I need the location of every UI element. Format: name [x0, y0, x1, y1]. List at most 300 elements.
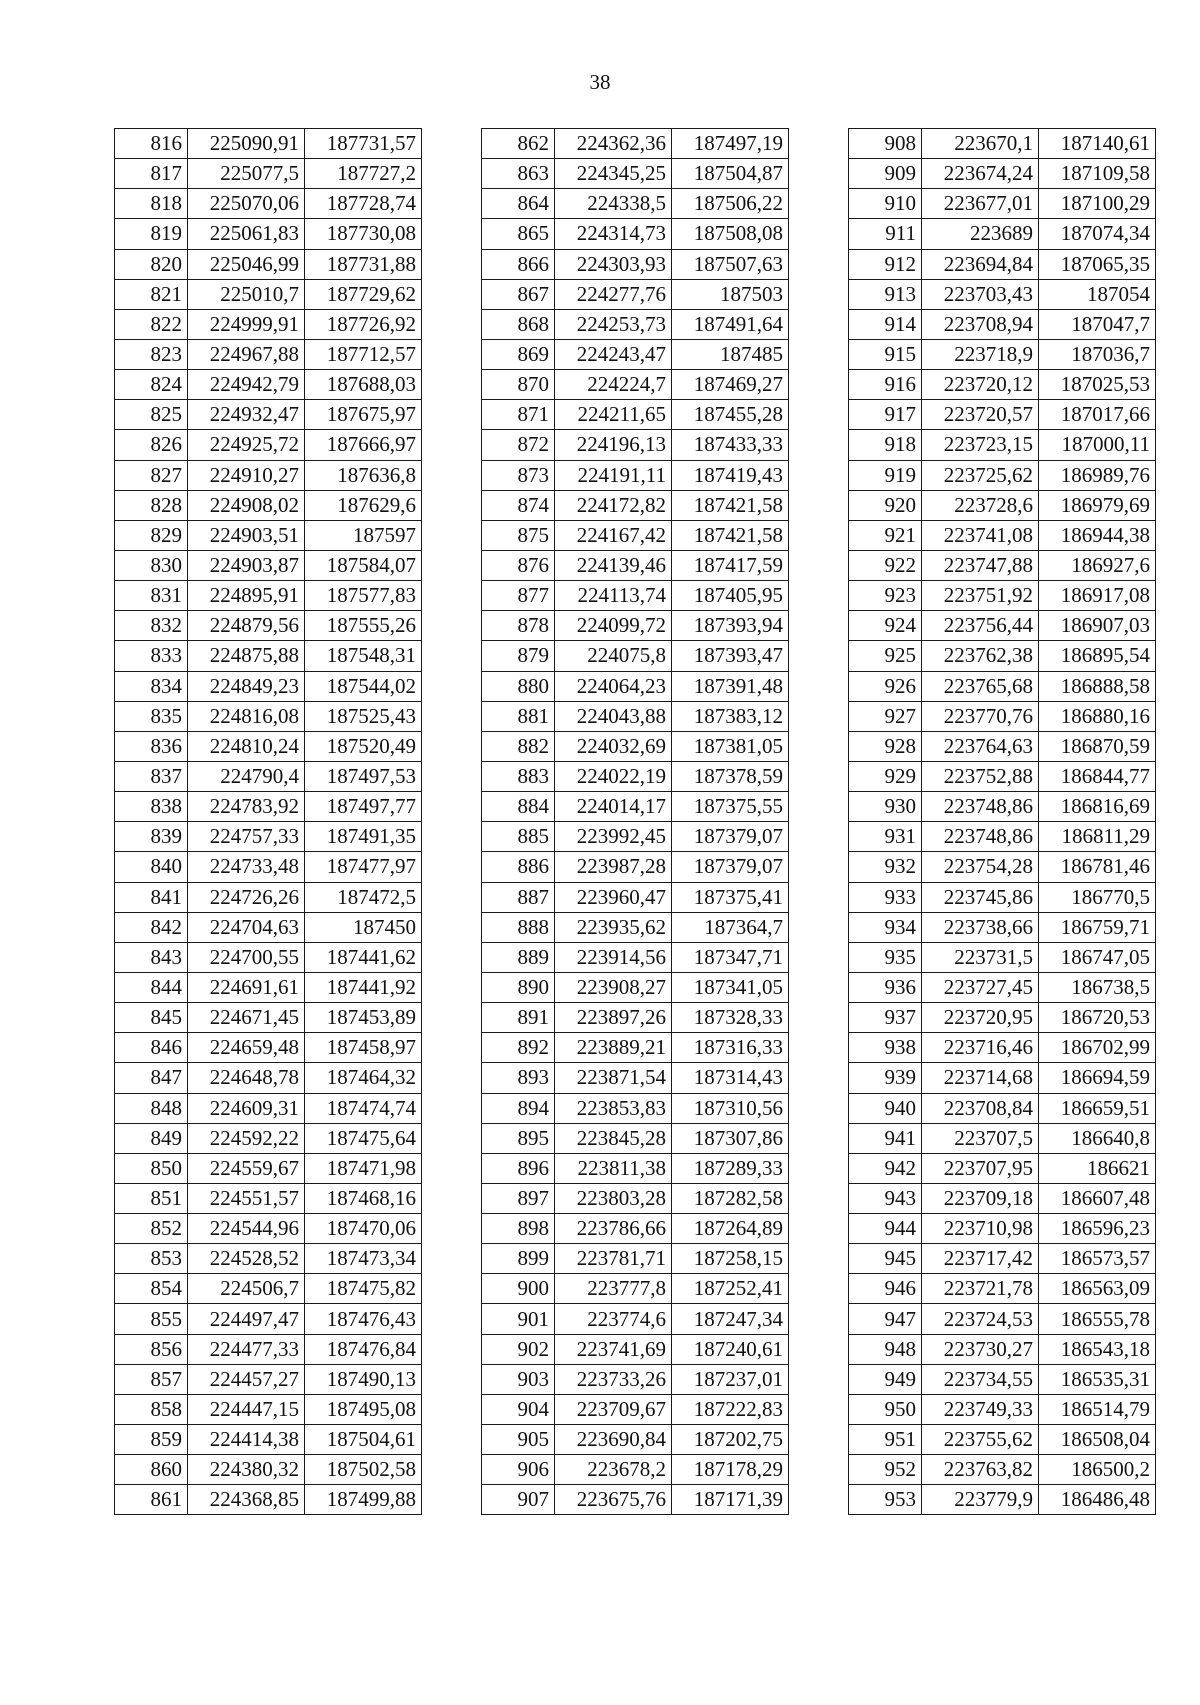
- x-coordinate-cell: 223670,1: [922, 129, 1039, 159]
- table-row: [115, 882, 422, 912]
- point-number-cell: 869: [482, 339, 555, 369]
- y-coordinate-cell: 186747,05: [1039, 942, 1156, 972]
- table-row: [849, 1033, 1156, 1063]
- point-number-cell: 930: [849, 792, 922, 822]
- y-coordinate-cell: 186781,46: [1039, 852, 1156, 882]
- x-coordinate-cell: 224559,67: [188, 1153, 305, 1183]
- y-coordinate-cell: 187497,19: [672, 129, 789, 159]
- y-coordinate-cell: 187247,34: [672, 1304, 789, 1334]
- y-coordinate-cell: 187520,49: [305, 731, 422, 761]
- point-number-cell: 866: [482, 249, 555, 279]
- y-coordinate-cell: 187727,2: [305, 159, 422, 189]
- point-number-cell: 835: [115, 701, 188, 731]
- point-number-cell: 941: [849, 1123, 922, 1153]
- y-coordinate-cell: 187341,05: [672, 972, 789, 1002]
- table-row: [849, 852, 1156, 882]
- y-coordinate-cell: 187419,43: [672, 460, 789, 490]
- y-coordinate-cell: 187470,06: [305, 1214, 422, 1244]
- y-coordinate-cell: 187289,33: [672, 1153, 789, 1183]
- point-number-cell: 920: [849, 490, 922, 520]
- x-coordinate-cell: 224253,73: [555, 309, 672, 339]
- table-row: [115, 1153, 422, 1183]
- y-coordinate-cell: 186535,31: [1039, 1364, 1156, 1394]
- x-coordinate-cell: 224497,47: [188, 1304, 305, 1334]
- table-row: [115, 581, 422, 611]
- point-number-cell: 839: [115, 822, 188, 852]
- y-coordinate-cell: 187240,61: [672, 1334, 789, 1364]
- y-coordinate-cell: 187497,53: [305, 761, 422, 791]
- point-number-cell: 939: [849, 1063, 922, 1093]
- table-row: [115, 1093, 422, 1123]
- y-coordinate-cell: 187477,97: [305, 852, 422, 882]
- x-coordinate-cell: 224139,46: [555, 550, 672, 580]
- point-number-cell: 819: [115, 219, 188, 249]
- y-coordinate-cell: 187405,95: [672, 581, 789, 611]
- y-coordinate-cell: 186907,03: [1039, 611, 1156, 641]
- table-row: [115, 219, 422, 249]
- point-number-cell: 824: [115, 370, 188, 400]
- y-coordinate-cell: 187504,87: [672, 159, 789, 189]
- table-row: [115, 189, 422, 219]
- y-coordinate-cell: 187140,61: [1039, 129, 1156, 159]
- point-number-cell: 820: [115, 249, 188, 279]
- x-coordinate-cell: 223756,44: [922, 611, 1039, 641]
- point-number-cell: 844: [115, 972, 188, 1002]
- y-coordinate-cell: 187476,43: [305, 1304, 422, 1334]
- point-number-cell: 921: [849, 520, 922, 550]
- point-number-cell: 818: [115, 189, 188, 219]
- y-coordinate-cell: 186989,76: [1039, 460, 1156, 490]
- y-coordinate-cell: 187464,32: [305, 1063, 422, 1093]
- x-coordinate-cell: 223781,71: [555, 1244, 672, 1274]
- point-number-cell: 830: [115, 550, 188, 580]
- y-coordinate-cell: 187497,77: [305, 792, 422, 822]
- y-coordinate-cell: 187474,74: [305, 1093, 422, 1123]
- x-coordinate-cell: 224648,78: [188, 1063, 305, 1093]
- point-number-cell: 929: [849, 761, 922, 791]
- table-row: [115, 1003, 422, 1033]
- y-coordinate-cell: 187584,07: [305, 550, 422, 580]
- point-number-cell: 852: [115, 1214, 188, 1244]
- y-coordinate-cell: 187636,8: [305, 460, 422, 490]
- point-number-cell: 884: [482, 792, 555, 822]
- x-coordinate-cell: 223738,66: [922, 912, 1039, 942]
- table-row: [482, 1485, 789, 1515]
- point-number-cell: 904: [482, 1394, 555, 1424]
- point-number-cell: 828: [115, 490, 188, 520]
- point-number-cell: 860: [115, 1455, 188, 1485]
- y-coordinate-cell: 187712,57: [305, 339, 422, 369]
- y-coordinate-cell: 187264,89: [672, 1214, 789, 1244]
- x-coordinate-cell: 223741,69: [555, 1334, 672, 1364]
- table-row: [849, 882, 1156, 912]
- x-coordinate-cell: 224075,8: [555, 641, 672, 671]
- table-row: [849, 822, 1156, 852]
- y-coordinate-cell: 186811,29: [1039, 822, 1156, 852]
- y-coordinate-cell: 187047,7: [1039, 309, 1156, 339]
- y-coordinate-cell: 187393,94: [672, 611, 789, 641]
- y-coordinate-cell: 187316,33: [672, 1033, 789, 1063]
- table-row: [115, 1183, 422, 1213]
- x-coordinate-cell: 225077,5: [188, 159, 305, 189]
- point-number-cell: 936: [849, 972, 922, 1002]
- x-coordinate-cell: 224967,88: [188, 339, 305, 369]
- x-coordinate-cell: 223871,54: [555, 1063, 672, 1093]
- x-coordinate-cell: 224671,45: [188, 1003, 305, 1033]
- point-number-cell: 932: [849, 852, 922, 882]
- x-coordinate-cell: 224659,48: [188, 1033, 305, 1063]
- point-number-cell: 865: [482, 219, 555, 249]
- table-row: [482, 1364, 789, 1394]
- y-coordinate-cell: 187383,12: [672, 701, 789, 731]
- table-row: [849, 731, 1156, 761]
- y-coordinate-cell: 187485: [672, 339, 789, 369]
- y-coordinate-cell: 186621: [1039, 1153, 1156, 1183]
- table-row: [115, 370, 422, 400]
- table-row: [849, 701, 1156, 731]
- y-coordinate-cell: 186944,38: [1039, 520, 1156, 550]
- x-coordinate-cell: 223689: [922, 219, 1039, 249]
- table-row: [482, 1183, 789, 1213]
- y-coordinate-cell: 187555,26: [305, 611, 422, 641]
- y-coordinate-cell: 186563,09: [1039, 1274, 1156, 1304]
- point-number-cell: 944: [849, 1214, 922, 1244]
- y-coordinate-cell: 187728,74: [305, 189, 422, 219]
- x-coordinate-cell: 223889,21: [555, 1033, 672, 1063]
- point-number-cell: 843: [115, 942, 188, 972]
- x-coordinate-cell: 223803,28: [555, 1183, 672, 1213]
- y-coordinate-cell: 186844,77: [1039, 761, 1156, 791]
- y-coordinate-cell: 187472,5: [305, 882, 422, 912]
- x-coordinate-cell: 224810,24: [188, 731, 305, 761]
- table-row: [849, 129, 1156, 159]
- y-coordinate-cell: 186573,57: [1039, 1244, 1156, 1274]
- y-coordinate-cell: 187597: [305, 520, 422, 550]
- x-coordinate-cell: 223897,26: [555, 1003, 672, 1033]
- table-row: [115, 490, 422, 520]
- x-coordinate-cell: 223845,28: [555, 1123, 672, 1153]
- y-coordinate-cell: 187441,62: [305, 942, 422, 972]
- x-coordinate-cell: 225090,91: [188, 129, 305, 159]
- table-row: [849, 792, 1156, 822]
- table-row: [482, 189, 789, 219]
- table-row: [482, 1214, 789, 1244]
- table-row: [849, 520, 1156, 550]
- point-number-cell: 914: [849, 309, 922, 339]
- y-coordinate-cell: 187379,07: [672, 822, 789, 852]
- table-row: [115, 550, 422, 580]
- point-number-cell: 951: [849, 1425, 922, 1455]
- table-row: [482, 671, 789, 701]
- table-row: [482, 1153, 789, 1183]
- x-coordinate-cell: 224380,32: [188, 1455, 305, 1485]
- y-coordinate-cell: 187310,56: [672, 1093, 789, 1123]
- x-coordinate-cell: 224925,72: [188, 430, 305, 460]
- coordinates-table-left: [114, 128, 422, 1515]
- x-coordinate-cell: 224506,7: [188, 1274, 305, 1304]
- point-number-cell: 859: [115, 1425, 188, 1455]
- x-coordinate-cell: 225010,7: [188, 279, 305, 309]
- point-number-cell: 893: [482, 1063, 555, 1093]
- x-coordinate-cell: 223720,12: [922, 370, 1039, 400]
- y-coordinate-cell: 187417,59: [672, 550, 789, 580]
- y-coordinate-cell: 187347,71: [672, 942, 789, 972]
- table-row: [482, 942, 789, 972]
- x-coordinate-cell: 223707,95: [922, 1153, 1039, 1183]
- table-row: [115, 1425, 422, 1455]
- point-number-cell: 917: [849, 400, 922, 430]
- x-coordinate-cell: 223960,47: [555, 882, 672, 912]
- table-row: [849, 370, 1156, 400]
- point-number-cell: 899: [482, 1244, 555, 1274]
- y-coordinate-cell: 187000,11: [1039, 430, 1156, 460]
- table-row: [482, 490, 789, 520]
- y-coordinate-cell: 187171,39: [672, 1485, 789, 1515]
- y-coordinate-cell: 187458,97: [305, 1033, 422, 1063]
- y-coordinate-cell: 187491,35: [305, 822, 422, 852]
- x-coordinate-cell: 223770,76: [922, 701, 1039, 731]
- x-coordinate-cell: 224691,61: [188, 972, 305, 1002]
- table-row: [849, 219, 1156, 249]
- x-coordinate-cell: 223674,24: [922, 159, 1039, 189]
- point-number-cell: 876: [482, 550, 555, 580]
- point-number-cell: 875: [482, 520, 555, 550]
- x-coordinate-cell: 224816,08: [188, 701, 305, 731]
- x-coordinate-cell: 223678,2: [555, 1455, 672, 1485]
- table-row: [482, 581, 789, 611]
- x-coordinate-cell: 223716,46: [922, 1033, 1039, 1063]
- x-coordinate-cell: 223720,57: [922, 400, 1039, 430]
- y-coordinate-cell: 187237,01: [672, 1364, 789, 1394]
- x-coordinate-cell: 223777,8: [555, 1274, 672, 1304]
- x-coordinate-cell: 223714,68: [922, 1063, 1039, 1093]
- point-number-cell: 832: [115, 611, 188, 641]
- y-coordinate-cell: 187475,64: [305, 1123, 422, 1153]
- x-coordinate-cell: 224167,42: [555, 520, 672, 550]
- x-coordinate-cell: 224032,69: [555, 731, 672, 761]
- table-row: [482, 460, 789, 490]
- x-coordinate-cell: 224362,36: [555, 129, 672, 159]
- point-number-cell: 854: [115, 1274, 188, 1304]
- point-number-cell: 902: [482, 1334, 555, 1364]
- x-coordinate-cell: 224704,63: [188, 912, 305, 942]
- table-row: [849, 1274, 1156, 1304]
- point-number-cell: 933: [849, 882, 922, 912]
- point-number-cell: 952: [849, 1455, 922, 1485]
- y-coordinate-cell: 186927,6: [1039, 550, 1156, 580]
- x-coordinate-cell: 223703,43: [922, 279, 1039, 309]
- table-row: [849, 249, 1156, 279]
- y-coordinate-cell: 187544,02: [305, 671, 422, 701]
- table-row: [115, 852, 422, 882]
- y-coordinate-cell: 186759,71: [1039, 912, 1156, 942]
- x-coordinate-cell: 224345,25: [555, 159, 672, 189]
- table-row: [849, 912, 1156, 942]
- point-number-cell: 827: [115, 460, 188, 490]
- point-number-cell: 840: [115, 852, 188, 882]
- y-coordinate-cell: 186640,8: [1039, 1123, 1156, 1153]
- x-coordinate-cell: 223724,53: [922, 1304, 1039, 1334]
- point-number-cell: 834: [115, 671, 188, 701]
- y-coordinate-cell: 187109,58: [1039, 159, 1156, 189]
- point-number-cell: 833: [115, 641, 188, 671]
- point-number-cell: 911: [849, 219, 922, 249]
- point-number-cell: 915: [849, 339, 922, 369]
- point-number-cell: 846: [115, 1033, 188, 1063]
- point-number-cell: 909: [849, 159, 922, 189]
- point-number-cell: 913: [849, 279, 922, 309]
- x-coordinate-cell: 223707,5: [922, 1123, 1039, 1153]
- point-number-cell: 890: [482, 972, 555, 1002]
- y-coordinate-cell: 186596,23: [1039, 1214, 1156, 1244]
- point-number-cell: 953: [849, 1485, 922, 1515]
- x-coordinate-cell: 224910,27: [188, 460, 305, 490]
- y-coordinate-cell: 187450: [305, 912, 422, 942]
- x-coordinate-cell: 223733,26: [555, 1364, 672, 1394]
- table-row: [849, 1214, 1156, 1244]
- point-number-cell: 874: [482, 490, 555, 520]
- point-number-cell: 927: [849, 701, 922, 731]
- y-coordinate-cell: 187503: [672, 279, 789, 309]
- x-coordinate-cell: 224113,74: [555, 581, 672, 611]
- x-coordinate-cell: 223720,95: [922, 1003, 1039, 1033]
- table-row: [482, 129, 789, 159]
- x-coordinate-cell: 223709,18: [922, 1183, 1039, 1213]
- y-coordinate-cell: 187495,08: [305, 1394, 422, 1424]
- x-coordinate-cell: 224544,96: [188, 1214, 305, 1244]
- y-coordinate-cell: 187421,58: [672, 490, 789, 520]
- y-coordinate-cell: 187453,89: [305, 1003, 422, 1033]
- x-coordinate-cell: 225070,06: [188, 189, 305, 219]
- table-row: [482, 972, 789, 1002]
- x-coordinate-cell: 223811,38: [555, 1153, 672, 1183]
- x-coordinate-cell: 224277,76: [555, 279, 672, 309]
- x-coordinate-cell: 223741,08: [922, 520, 1039, 550]
- y-coordinate-cell: 186694,59: [1039, 1063, 1156, 1093]
- point-number-cell: 881: [482, 701, 555, 731]
- table-row: [115, 339, 422, 369]
- table-row: [482, 1304, 789, 1334]
- point-number-cell: 896: [482, 1153, 555, 1183]
- x-coordinate-cell: 223721,78: [922, 1274, 1039, 1304]
- x-coordinate-cell: 224932,47: [188, 400, 305, 430]
- y-coordinate-cell: 187252,41: [672, 1274, 789, 1304]
- table-row: [115, 1455, 422, 1485]
- point-number-cell: 886: [482, 852, 555, 882]
- y-coordinate-cell: 187731,57: [305, 129, 422, 159]
- y-coordinate-cell: 187577,83: [305, 581, 422, 611]
- point-number-cell: 898: [482, 1214, 555, 1244]
- x-coordinate-cell: 223725,62: [922, 460, 1039, 490]
- y-coordinate-cell: 187017,66: [1039, 400, 1156, 430]
- table-row: [115, 159, 422, 189]
- point-number-cell: 934: [849, 912, 922, 942]
- point-number-cell: 938: [849, 1033, 922, 1063]
- x-coordinate-cell: 224726,26: [188, 882, 305, 912]
- table-row: [482, 701, 789, 731]
- y-coordinate-cell: 187491,64: [672, 309, 789, 339]
- y-coordinate-cell: 187433,33: [672, 430, 789, 460]
- point-number-cell: 903: [482, 1364, 555, 1394]
- x-coordinate-cell: 223762,38: [922, 641, 1039, 671]
- table-row: [115, 701, 422, 731]
- y-coordinate-cell: 186702,99: [1039, 1033, 1156, 1063]
- y-coordinate-cell: 186500,2: [1039, 1455, 1156, 1485]
- y-coordinate-cell: 186770,5: [1039, 882, 1156, 912]
- table-row: [115, 1033, 422, 1063]
- x-coordinate-cell: 224414,38: [188, 1425, 305, 1455]
- x-coordinate-cell: 223748,86: [922, 822, 1039, 852]
- x-coordinate-cell: 223677,01: [922, 189, 1039, 219]
- table-row: [115, 611, 422, 641]
- y-coordinate-cell: 187036,7: [1039, 339, 1156, 369]
- x-coordinate-cell: 224447,15: [188, 1394, 305, 1424]
- x-coordinate-cell: 224790,4: [188, 761, 305, 791]
- point-number-cell: 925: [849, 641, 922, 671]
- table-row: [482, 279, 789, 309]
- point-number-cell: 858: [115, 1394, 188, 1424]
- x-coordinate-cell: 223786,66: [555, 1214, 672, 1244]
- point-number-cell: 928: [849, 731, 922, 761]
- point-number-cell: 831: [115, 581, 188, 611]
- x-coordinate-cell: 224243,47: [555, 339, 672, 369]
- x-coordinate-cell: 224895,91: [188, 581, 305, 611]
- point-number-cell: 845: [115, 1003, 188, 1033]
- y-coordinate-cell: 187375,41: [672, 882, 789, 912]
- y-coordinate-cell: 186870,59: [1039, 731, 1156, 761]
- point-number-cell: 855: [115, 1304, 188, 1334]
- table-row: [115, 1334, 422, 1364]
- point-number-cell: 901: [482, 1304, 555, 1334]
- table-row: [482, 731, 789, 761]
- point-number-cell: 879: [482, 641, 555, 671]
- table-row: [115, 761, 422, 791]
- table-row: [482, 159, 789, 189]
- table-row: [849, 1485, 1156, 1515]
- table-row: [849, 550, 1156, 580]
- x-coordinate-cell: 224022,19: [555, 761, 672, 791]
- x-coordinate-cell: 223694,84: [922, 249, 1039, 279]
- x-coordinate-cell: 225046,99: [188, 249, 305, 279]
- x-coordinate-cell: 224043,88: [555, 701, 672, 731]
- table-row: [482, 1093, 789, 1123]
- table-row: [482, 1244, 789, 1274]
- x-coordinate-cell: 223987,28: [555, 852, 672, 882]
- point-number-cell: 817: [115, 159, 188, 189]
- table-row: [115, 1063, 422, 1093]
- table-row: [482, 400, 789, 430]
- table-row: [115, 822, 422, 852]
- y-coordinate-cell: 187455,28: [672, 400, 789, 430]
- point-number-cell: 910: [849, 189, 922, 219]
- x-coordinate-cell: 224700,55: [188, 942, 305, 972]
- table-row: [482, 852, 789, 882]
- table-row: [115, 249, 422, 279]
- point-number-cell: 935: [849, 942, 922, 972]
- point-number-cell: 862: [482, 129, 555, 159]
- point-number-cell: 937: [849, 1003, 922, 1033]
- x-coordinate-cell: 224908,02: [188, 490, 305, 520]
- table-row: [849, 1244, 1156, 1274]
- x-coordinate-cell: 223734,55: [922, 1364, 1039, 1394]
- table-row: [115, 942, 422, 972]
- table-row: [849, 309, 1156, 339]
- table-row: [482, 1274, 789, 1304]
- x-coordinate-cell: 223764,63: [922, 731, 1039, 761]
- y-coordinate-cell: 187100,29: [1039, 189, 1156, 219]
- y-coordinate-cell: 187381,05: [672, 731, 789, 761]
- x-coordinate-cell: 224879,56: [188, 611, 305, 641]
